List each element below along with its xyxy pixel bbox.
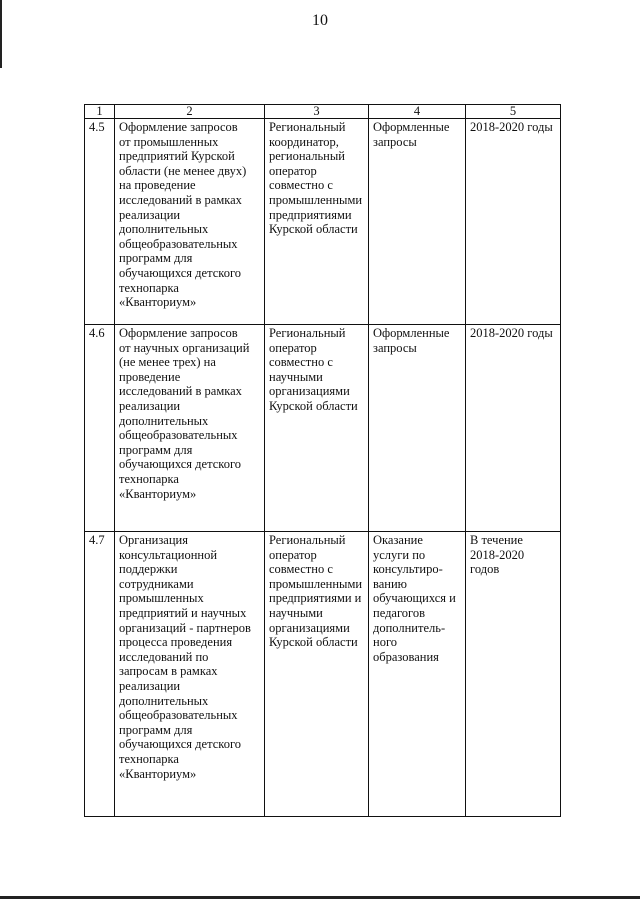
term: 2018-2020 годы: [470, 326, 553, 340]
scan-edge-bottom: [0, 896, 640, 899]
result-cell: [369, 119, 466, 325]
result-cell: [369, 325, 466, 532]
table-header-row: [85, 105, 561, 119]
executor: Региональный оператор совместно с промышленными предприятиями и научными организациями Курской области: [269, 533, 363, 650]
row-number-cell: [85, 325, 115, 532]
task-name-cell: [115, 325, 265, 532]
result: Оказание услуги по консультиро- ванию обучающихся и педагогов дополнитель- ного образования: [373, 533, 456, 664]
scan-edge-left: [0, 0, 2, 68]
task-name: Оформление запросов от промышленных предприятий Курской области (не менее двух) на проведение исследований в рамках реализации дополнительных общеобразовательных программ для обучающихся детского технопарка «Кванториум»: [119, 120, 247, 310]
task-name-cell: [115, 119, 265, 325]
row-number: 4.7: [89, 533, 105, 547]
term-cell: [466, 532, 561, 817]
result-cell: [369, 532, 466, 817]
task-name-cell: [115, 532, 265, 817]
table-row: [85, 119, 561, 325]
term: 2018-2020 годы: [470, 120, 553, 134]
task-name: Оформление запросов от научных организаций (не менее трех) на проведение исследований в рамках реализации дополнительных общеобразовательных программ для обучающихся детского технопарка «Кванториум»: [119, 326, 250, 501]
row-number: 4.6: [89, 326, 105, 340]
term: В течение 2018-2020 годов: [470, 533, 525, 577]
task-name: Организация консультационной поддержки сотрудниками промышленных предприятий и научных организаций - партнеров процесса проведения исследований по запросам в рамках реализации дополнительных общеобразовательных программ для обучающихся детского технопарка «Кванториум»: [119, 533, 251, 781]
table-row: [85, 325, 561, 532]
executor-cell: [265, 325, 369, 532]
executor-cell: [265, 532, 369, 817]
term-cell: [466, 119, 561, 325]
header-col-4: 4: [369, 105, 466, 119]
header-col-2: 2: [115, 105, 265, 119]
header-col-1: 1: [85, 105, 115, 119]
result: Оформленные запросы: [373, 326, 450, 355]
page-number: 10: [312, 12, 328, 29]
executor: Региональный оператор совместно с научными организациями Курской области: [269, 326, 358, 413]
header-col-3: 3: [265, 105, 369, 119]
row-number-cell: [85, 119, 115, 325]
header-col-5: 5: [466, 105, 561, 119]
result: Оформленные запросы: [373, 120, 450, 149]
plan-table: [84, 104, 561, 817]
row-number-cell: [85, 532, 115, 817]
term-cell: [466, 325, 561, 532]
table-row: [85, 532, 561, 817]
executor-cell: [265, 119, 369, 325]
row-number: 4.5: [89, 120, 105, 134]
executor: Региональный координатор, региональный оператор совместно с промышленными предприятиями Курской области: [269, 120, 363, 237]
